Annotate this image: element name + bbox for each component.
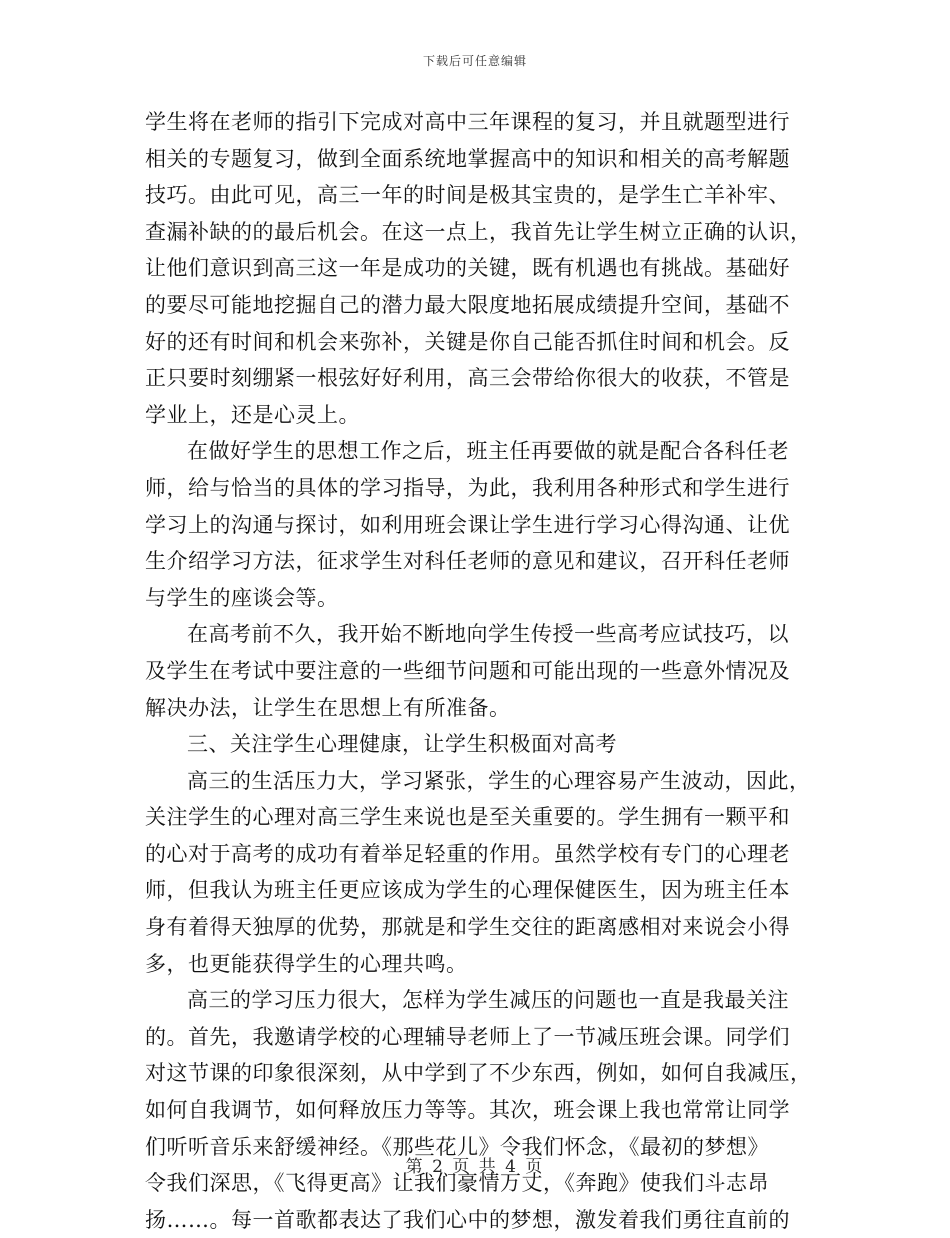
text-line: 的。首先，我邀请学校的心理辅导老师上了一节减压班会课。同学们 [145, 1024, 790, 1049]
text-line: 生介绍学习方法，征求学生对科任老师的意见和建议，召开科任老师 [145, 549, 790, 574]
text-line: 师，但我认为班主任更应该成为学生的心理保健医生，因为班主任本 [145, 878, 790, 903]
text-line: 查漏补缺的的最后机会。在这一点上，我首先让学生树立正确的认识， [145, 219, 812, 244]
text-line: 对这节课的印象很深刻，从中学到了不少东西，例如，如何自我减压， [145, 1061, 812, 1086]
text-line: 学生将在老师的指引下完成对高中三年课程的复习，并且就题型进行 [145, 110, 790, 134]
text-line: 相关的专题复习，做到全面系统地掌握高中的知识和相关的高考解题 [145, 146, 790, 171]
text-line: 在做好学生的思想工作之后，班主任再要做的就是配合各科任老 [187, 439, 789, 464]
text-line: 令我们深思，《飞得更高》让我们豪情万丈，《奔跑》使我们斗志昂 [145, 1171, 769, 1196]
text-line: 学业上，还是心灵上。 [145, 402, 360, 427]
text-line: 让他们意识到高三这一年是成功的关键，既有机遇也有挑战。基础好 [145, 256, 790, 281]
document-body [145, 104, 812, 1238]
page-number-footer: 第 2 页 共 4 页 [405, 1157, 545, 1177]
page-header: 下载后可任意编辑 [422, 54, 527, 68]
text-line: 多，也更能获得学生的心理共鸣。 [145, 951, 468, 976]
text-line: 们听听音乐来舒缓神经。《那些花儿》令我们怀念，《最初的梦想》 [145, 1134, 769, 1159]
text-line: 高三的生活压力大，学习紧张，学生的心理容易产生波动，因此， [187, 768, 811, 793]
text-line: 扬……。每一首歌都表达了我们心中的梦想，激发着我们勇往直前的 [145, 1207, 790, 1232]
text-line: 解决办法，让学生在思想上有所准备。 [145, 695, 511, 720]
text-line: 正只要时刻绷紧一根弦好好利用，高三会带给你很大的收获，不管是 [145, 366, 790, 391]
text-line: 身有着得天独厚的优势，那就是和学生交往的距离感相对来说会小得 [145, 915, 790, 940]
text-line: 的要尽可能地挖掘自己的潜力最大限度地拓展成绩提升空间，基础不 [145, 292, 790, 317]
text-line: 及学生在考试中要注意的一些细节问题和可能出现的一些意外情况及 [145, 658, 790, 683]
text-line: 技巧。由此可见，高三一年的时间是极其宝贵的，是学生亡羊补牢、 [145, 183, 790, 208]
text-line: 的心对于高考的成功有着举足轻重的作用。虽然学校有专门的心理老 [145, 841, 790, 866]
text-line: 在高考前不久，我开始不断地向学生传授一些高考应试技巧，以 [187, 622, 789, 647]
text-line: 关注学生的心理对高三学生来说也是至关重要的。学生拥有一颗平和 [145, 805, 790, 830]
text-line: 如何自我调节，如何释放压力等等。其次，班会课上我也常常让同学 [145, 1098, 790, 1123]
text-line: 三、关注学生心理健康，让学生积极面对高考 [187, 732, 617, 757]
text-line: 高三的学习压力很大，怎样为学生减压的问题也一直是我最关注 [187, 988, 789, 1013]
text-line: 与学生的座谈会等。 [145, 585, 339, 610]
text-line: 师，给与恰当的具体的学习指导，为此，我利用各种形式和学生进行 [145, 475, 790, 500]
text-line: 学习上的沟通与探讨，如利用班会课让学生进行学习心得沟通、让优 [145, 512, 790, 537]
text-line: 好的还有时间和机会来弥补，关键是你自己能否抓住时间和机会。反 [145, 329, 790, 354]
